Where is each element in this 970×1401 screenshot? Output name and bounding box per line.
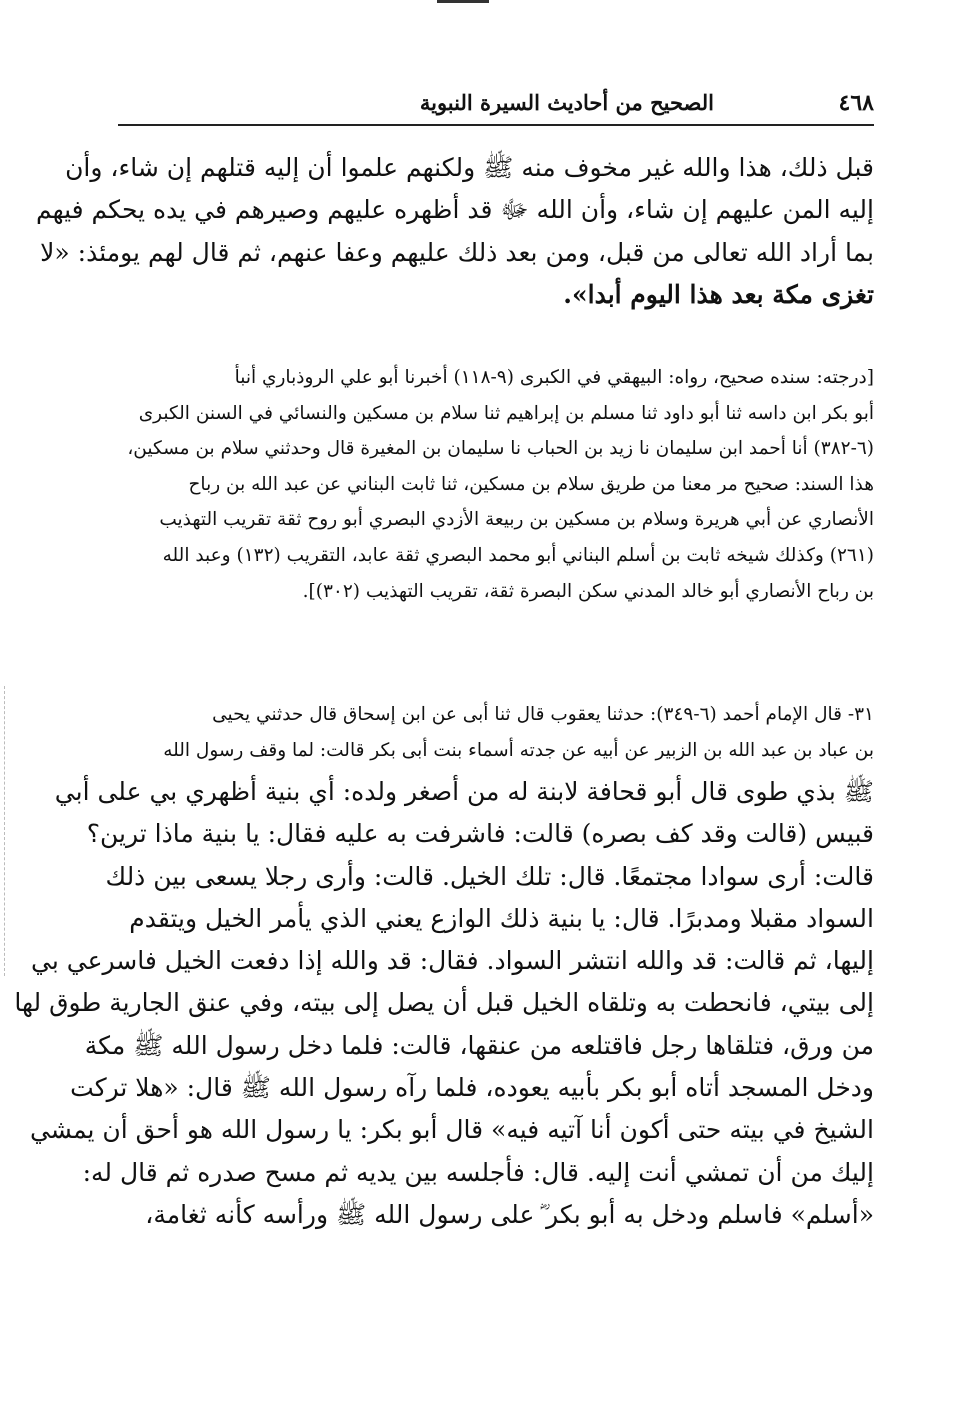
text-line: قبل ذلك، هذا والله غير مخوف منه ﷺ ولكنهم علموا أن إليه قتلهم إن شاء، وأن	[65, 153, 874, 182]
running-header	[118, 86, 874, 126]
text-line: بن عباد بن عبد الله بن الزبير عن أبيه عن جدته أسماء بنت أبى بكر قالت: لما وقف رسول الله	[163, 739, 874, 761]
text-line: تغزى مكة بعد هذا اليوم أبدا».	[563, 279, 874, 309]
text-line: (٢٦١) وكذلك شيخه ثابت بن أسلم البناني أبو محمد البصري ثقة عابد، التقريب (١٣٢) وعبد الله	[162, 544, 874, 566]
text-line: ٣١- قال الإمام أحمد (٦-٣٤٩): حدثنا يعقوب قال ثنا أبى عن ابن إسحاق قال حدثني يحيى	[212, 704, 874, 725]
scan-edge-mark	[4, 686, 6, 976]
text-line: إليه المن عليهم إن شاء، وأن الله ﷻ قد أظهره عليهم وصيرهم في يده يحكم فيهم	[35, 195, 874, 225]
page-top-mark	[437, 0, 489, 3]
text-line: ودخل المسجد أتاه أبو بكر بأبيه يعوده، فلما رآه رسول الله ﷺ قال: «هلا تركت	[70, 1073, 874, 1103]
text-line: إلى بيتي، فانحطت به وتلقاه الخيل قبل أن يصل إلى بيته، وفي عنق الجارية طوق لها	[14, 988, 874, 1018]
text-line: إليك من أن تمشي أنت إليه. قال: فأجلسه بين يديه ثم مسح صدره ثم قال له:	[82, 1157, 874, 1187]
text-line: ﷺ بذي طوى قال أبو قحافة لابنة له من أصغر ولده: أي بنية أظهري بي على أبي	[54, 777, 874, 806]
text-line: هذا السند: صحيح مر معنا من طريق سلام بن مسكين، ثنا ثابت البناني عن عبد الله بن رباح	[188, 473, 874, 495]
text-line: بن رباح الأنصاري أبو خالد المدني سكن البصرة ثقة، تقريب التهذيب (٣٠٢)].	[302, 580, 874, 602]
text-line: قالت: أرى سوادا مجتمعًا. قال: تلك الخيل. قالت: وأرى رجلا يسعى بين ذلك	[105, 861, 874, 891]
text-line: الأنصاري عن أبي هريرة وسلام بن مسكين بن ربيعة الأزدي البصري أبو روح ثقة تقريب التهذيب	[159, 509, 874, 531]
text-line: قبيس (قالت وقد كف بصره) قالت: فاشرفت به عليه فقال: يا بنية ماذا ترين؟	[86, 819, 874, 849]
text-line: [درجته: سنده صحيح، رواه: البيهقي في الكبرى (٩-١١٨) أخبرنا أبو علي الروذباري أنبأ	[234, 367, 874, 388]
text-line: إليها، ثم قالت: قد والله انتشر السواد. فقال: قد والله إذا دفعت الخيل فاسرعي بي	[30, 946, 874, 976]
hadith-31-body	[14, 771, 874, 1236]
text-line: «أسلم» فاسلم ودخل به أبو بكر ؓ على رسول الله ﷺ ورأسه كأنه ثغامة،	[145, 1199, 874, 1229]
text-line: الشيخ في بيته حتى أكون أنا آتيه فيه» قال أبو بكر: يا رسول الله هو أحق أن يمشي	[29, 1115, 874, 1145]
paragraph-narrative-1	[35, 147, 874, 316]
text-line: من ورق، فتلقاها رجل فاقتلعه من عنقها، قالت: فلما دخل رسول الله ﷺ مكة	[84, 1030, 874, 1060]
text-line: أبو بكر ابن داسه ثنا أبو داود ثنا مسلم بن إبراهيم ثنا سلام بن مسكين والنسائي في السنن الكبرى	[138, 402, 874, 424]
book-title: الصحيح من أحاديث السيرة النبوية	[419, 90, 714, 115]
hadith-31-chain	[118, 697, 874, 768]
header-rule	[118, 124, 874, 126]
text-line: (٦-٣٨٢) أنا أحمد ابن سليمان نا زيد بن الحباب نا سليمان بن المغيرة قال وحدثني سلام بن مسكين،	[127, 438, 874, 460]
text-line: بما أراد الله تعالى من قبل، ومن بعد ذلك عليهم وعفا عنهم، ثم قال لهم يومئذ: «لا	[40, 237, 874, 267]
page-number: ٤٦٨	[838, 90, 874, 116]
paragraph-grading-note	[118, 360, 874, 609]
text-line: السواد مقبلا ومدبرًا. قال: يا بنية ذلك الوازع يعني الذي يأمر الخيل ويتقدم	[129, 903, 874, 933]
